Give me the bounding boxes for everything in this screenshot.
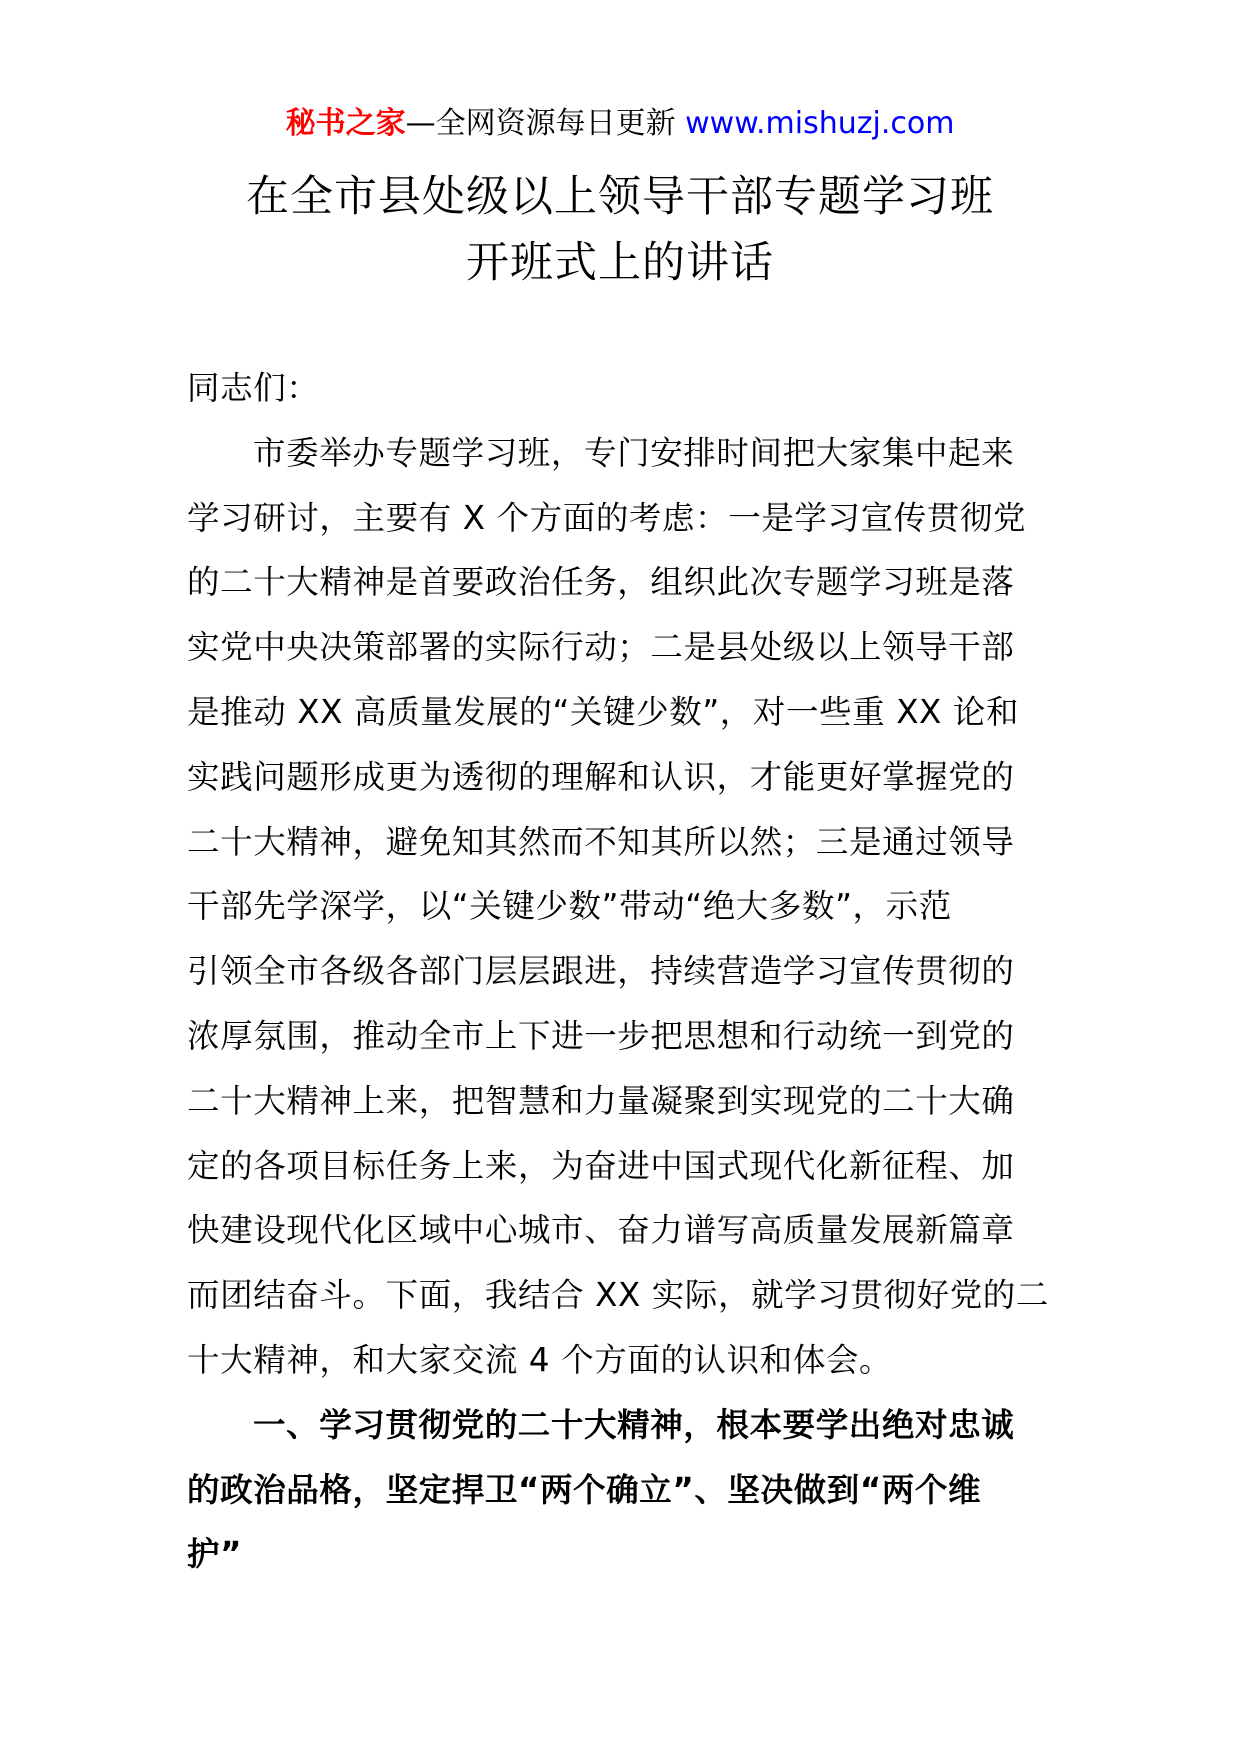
- paragraph-line: 定的各项目标任务上来，为奋进中国式现代化新征程、加: [187, 1146, 1015, 1185]
- paragraph-line: 实党中央决策部署的实际行动；二是县处级以上领导干部: [187, 628, 1015, 667]
- document-title: [0, 164, 1240, 296]
- paragraph-line: 二十大精神，避免知其然而不知其所以然；三是通过领导: [187, 822, 1015, 861]
- paragraph-line: 浓厚氛围，推动全市上下进一步把思想和行动统一到党的: [187, 1016, 1015, 1055]
- paragraph-line: 引领全市各级各部门层层跟进，持续营造学习宣传贯彻的: [187, 952, 1015, 991]
- paragraph-line: 的二十大精神是首要政治任务，组织此次专题学习班是落: [187, 563, 1015, 602]
- brand-name: 秘书之家: [285, 106, 406, 141]
- paragraph-line: 是推动 XX 高质量发展的“关键少数”，对一些重 XX 论和: [187, 692, 1020, 731]
- salutation: 同志们：: [187, 369, 320, 407]
- site-url-link[interactable]: www.mishuzj.com: [685, 106, 955, 141]
- title-line-2: 开班式上的讲话: [466, 238, 774, 288]
- paragraph-line: 二十大精神上来，把智慧和力量凝聚到实现党的二十大确: [187, 1081, 1015, 1120]
- document-body: [187, 356, 1057, 1587]
- title-line-1: 在全市县处级以上领导干部专题学习班: [246, 172, 994, 222]
- section-heading-line: 护”: [187, 1535, 243, 1574]
- paragraph-line: 市委举办专题学习班，专门安排时间把大家集中起来: [253, 433, 1015, 472]
- paragraph-line: 学习研讨，主要有 X 个方面的考虑：一是学习宣传贯彻党: [187, 498, 1027, 537]
- site-header: [0, 103, 1240, 145]
- section-heading-line: 的政治品格，坚定捍卫“两个确立”、坚决做到“两个维: [187, 1470, 982, 1509]
- paragraph-line: 干部先学深学，以“关键少数”带动“绝大多数”，示范: [187, 887, 952, 926]
- header-tagline: —全网资源每日更新: [405, 106, 676, 141]
- paragraph-line: 快建设现代化区域中心城市、奋力谱写高质量发展新篇章: [187, 1211, 1015, 1250]
- paragraph-line: 实践问题形成更为透彻的理解和认识，才能更好掌握党的: [187, 757, 1015, 796]
- paragraph-line: 而团结奋斗。下面，我结合 XX 实际，就学习贯彻好党的二: [187, 1276, 1049, 1315]
- paragraph-line: 十大精神，和大家交流 4 个方面的认识和体会。: [187, 1340, 893, 1379]
- section-heading-line: 一、学习贯彻党的二十大精神，根本要学出绝对忠诚: [253, 1405, 1015, 1444]
